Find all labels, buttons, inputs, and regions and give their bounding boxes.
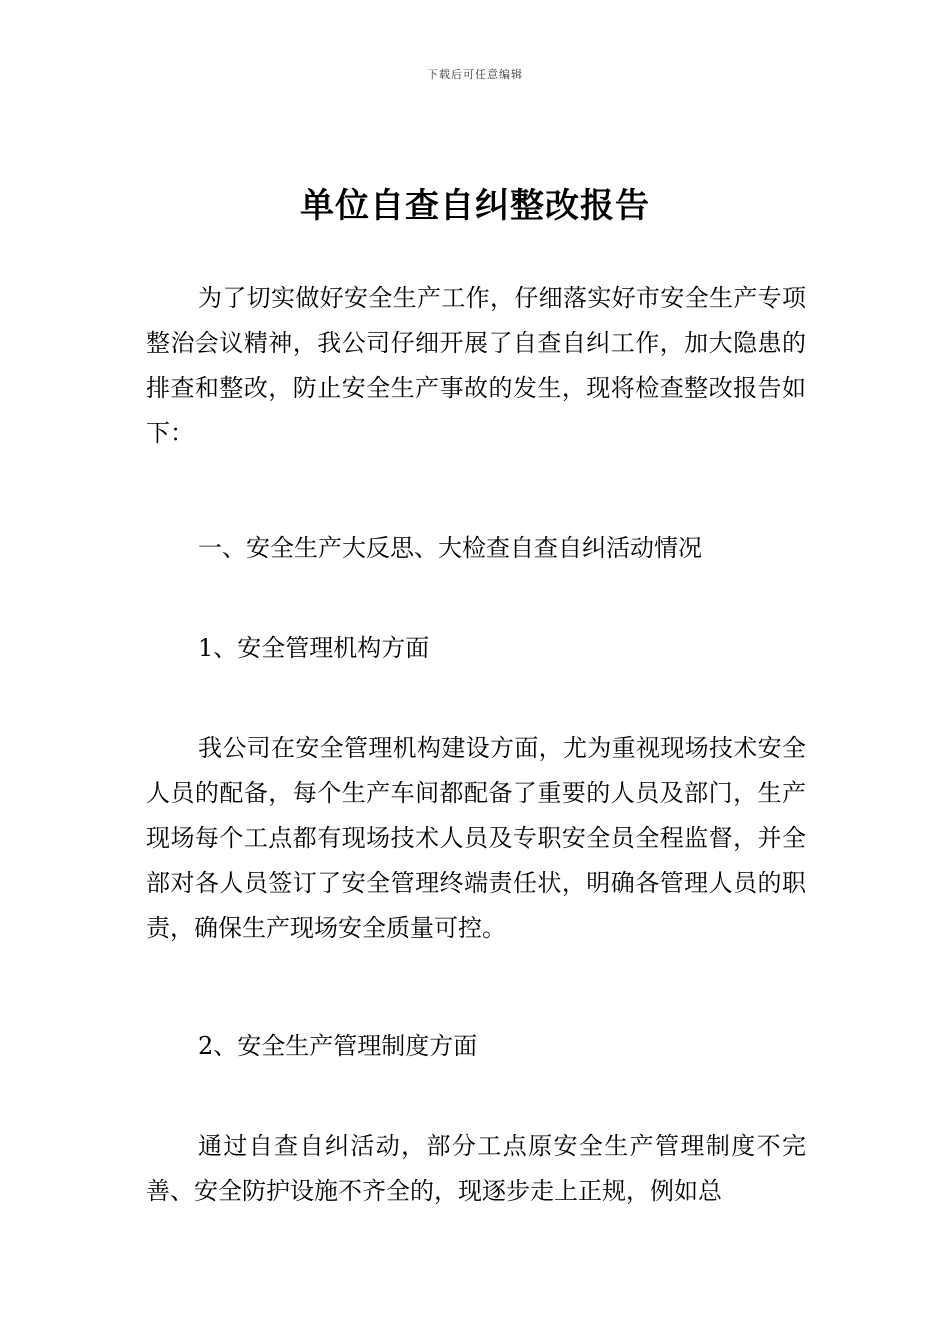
section-heading: 一、安全生产大反思、大检查自查自纠活动情况 [198, 534, 702, 562]
intro-paragraph: 为了切实做好安全生产工作，仔细落实好市安全生产专项整治会议精神，我公司仔细开展了自查自纠工作，加大隐患的排查和整改，防止安全生产事故的发生，现将检查整改报告如下： [146, 284, 806, 447]
subsection-heading: 1、安全管理机构方面 [198, 634, 430, 662]
body-paragraph: 通过自查自纠活动，部分工点原安全生产管理制度不完善、安全防护设施不齐全的，现逐步走上正规，例如总 [146, 1132, 806, 1205]
subsection-heading: 2、安全生产管理制度方面 [198, 1032, 478, 1060]
body-paragraph: 我公司在安全管理机构建设方面，尤为重视现场技术安全人员的配备，每个生产车间都配备了重要的人员及部门，生产现场每个工点都有现场技术人员及专职安全员全程监督，并全部对各人员签订了安全管理终端责任状，明确各管理人员的职责，确保生产现场安全质量可控。 [146, 734, 806, 942]
header-note: 下载后可任意编辑 [427, 68, 523, 81]
document-title: 单位自查自纠整改报告 [300, 186, 650, 226]
